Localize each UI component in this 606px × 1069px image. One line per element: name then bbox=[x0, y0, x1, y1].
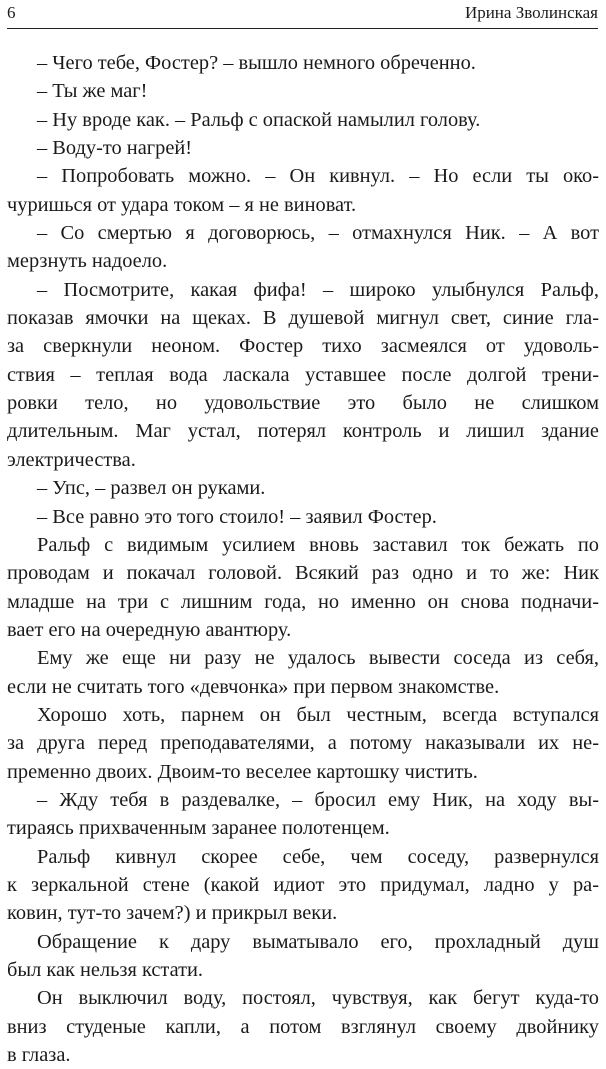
text-line: – Упс, – развел он руками. bbox=[37, 477, 266, 500]
text-line: Хорошо хоть, парнем он был честным, всегда вступался bbox=[37, 703, 599, 726]
text-line: вниз студеные капли, а потом взглянул своему двойнику bbox=[7, 1015, 599, 1038]
text-line: показав ямочки на щеках. В душевой мигнул свет, синие гла- bbox=[7, 307, 599, 330]
body-text bbox=[7, 49, 599, 1069]
text-line: Ральф с видимым усилием вновь заставил ток бежать по bbox=[37, 533, 599, 556]
paragraph bbox=[7, 503, 599, 531]
text-line: Он выключил воду, постоял, чувствуя, как бегут куда-то bbox=[37, 987, 599, 1010]
text-line: в глаза. bbox=[7, 1044, 71, 1067]
paragraph bbox=[7, 701, 599, 786]
text-line: – Все равно это того стоило! – заявил Фостер. bbox=[37, 505, 437, 528]
paragraph bbox=[7, 843, 599, 928]
text-line: – Чего тебе, Фостер? – вышло немного обреченно. bbox=[37, 52, 476, 74]
text-line: к зеркальной стене (какой идиот это придумал, ладно у ра- bbox=[7, 873, 599, 896]
running-title: Ирина Зволинская bbox=[464, 3, 598, 22]
text-line: – Воду-то нагрей! bbox=[37, 137, 193, 160]
text-line: за друга перед преподавателями, а потому наказывали их не- bbox=[7, 732, 599, 755]
paragraph bbox=[7, 134, 599, 162]
text-line: мерзнуть надоело. bbox=[7, 250, 168, 273]
text-line: пременно двоих. Двоим-то веселее картошку чистить. bbox=[7, 760, 478, 783]
paragraph bbox=[7, 928, 599, 985]
text-line: – Попробовать можно. – Он кивнул. – Но если ты око- bbox=[37, 165, 599, 188]
text-line: за сверкнули неоном. Фостер тихо засмеялся от удоволь- bbox=[7, 335, 599, 358]
text-line: – Ты же маг! bbox=[37, 80, 148, 103]
paragraph bbox=[7, 49, 599, 77]
paragraph bbox=[7, 474, 599, 502]
text-line: ровки тело, но удовольствие это было не слишком bbox=[7, 392, 599, 415]
paragraph bbox=[7, 106, 599, 134]
paragraph bbox=[7, 219, 599, 276]
text-line: электричества. bbox=[7, 448, 136, 471]
text-line: вает его на очередную авантюру. bbox=[7, 618, 292, 641]
text-line: Ральф кивнул скорее себе, чем соседу, развернулся bbox=[37, 845, 599, 868]
paragraph bbox=[7, 276, 599, 474]
text-line: Ему же еще ни разу не удалось вывести соседа из себя, bbox=[37, 647, 599, 670]
text-line: был как нельзя кстати. bbox=[7, 959, 204, 981]
text-line: если не считать того «девчонка» при первом знакомстве. bbox=[7, 675, 500, 698]
text-line: младше на три с лишним года, но именно он снова подначи- bbox=[7, 590, 599, 613]
page-number: 6 bbox=[7, 3, 16, 22]
paragraph bbox=[7, 531, 599, 644]
paragraph bbox=[7, 984, 599, 1069]
text-line: проводам и покачал головой. Всякий раз одно и то же: Ник bbox=[7, 562, 599, 585]
text-line: тираясь прихваченным заранее полотенцем. bbox=[7, 817, 390, 840]
paragraph bbox=[7, 162, 599, 219]
paragraph bbox=[7, 786, 599, 843]
text-line: – Жду тебя в раздевалке, – бросил ему Ник, на ходу вы- bbox=[37, 788, 599, 811]
text-line: – Со смертью я договорюсь, – отмахнулся Ник. – А вот bbox=[37, 222, 599, 245]
text-line: ковин, тут-то зачем?) и прикрыл веки. bbox=[7, 902, 338, 925]
paragraph bbox=[7, 77, 599, 105]
text-line: ствия – теплая вода ласкала уставшее после долгой трени- bbox=[7, 363, 599, 386]
page-header bbox=[7, 0, 598, 29]
text-line: – Посмотрите, какая фифа! – широко улыбнулся Ральф, bbox=[37, 278, 599, 301]
text-line: длительным. Маг устал, потерял контроль и лишил здание bbox=[7, 420, 599, 443]
paragraph bbox=[7, 644, 599, 701]
text-line: Обращение к дару выматывало его, прохладный душ bbox=[37, 930, 599, 953]
text-line: чуришься от удара током – я не виноват. bbox=[7, 193, 357, 216]
text-line: – Ну вроде как. – Ральф с опаской намылил голову. bbox=[37, 108, 481, 131]
